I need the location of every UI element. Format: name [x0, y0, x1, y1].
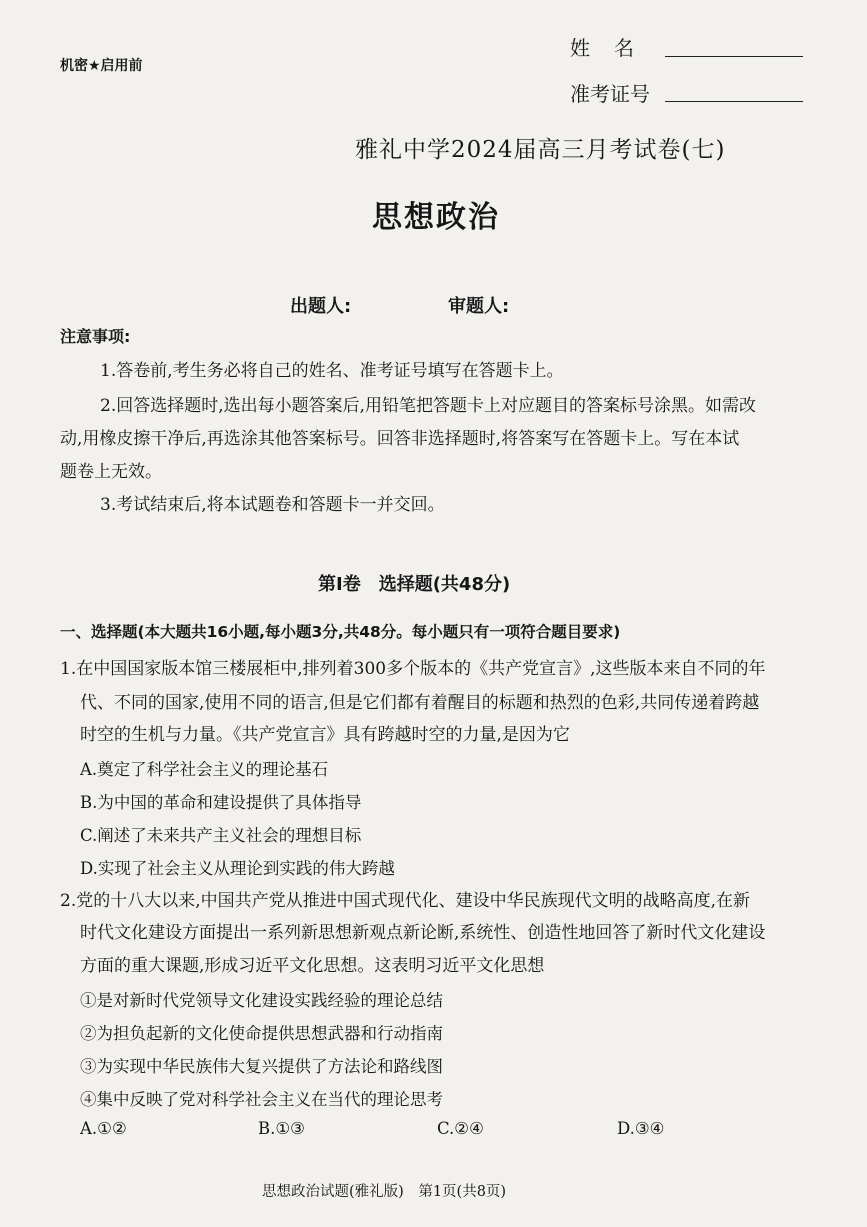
q2-option-d: D.③④	[617, 1119, 665, 1138]
name-blank	[665, 56, 803, 57]
q1-stem-line-3: 时空的生机与力量。《共产党宣言》具有跨越时空的力量,是因为它	[80, 725, 570, 745]
note-item-2-line-2: 动,用橡皮擦干净后,再选涂其他答案标号。回答非选择题时,将答案写在答题卡上。写在本试	[60, 429, 740, 449]
ticket-number-label: 准考证号	[570, 82, 650, 106]
q1-option-a: A.奠定了科学社会主义的理论基石	[80, 760, 329, 779]
subject-title: 思想政治	[372, 200, 500, 235]
q2-statement-2: ②为担负起新的文化使命提供思想武器和行动指南	[80, 1024, 443, 1043]
q1-option-b: B.为中国的革命和建设提供了具体指导	[80, 793, 362, 812]
q1-stem-line-2: 代、不同的国家,使用不同的语言,但是它们都有着醒目的标题和热烈的色彩,共同传递着跨越	[80, 693, 760, 713]
q1-stem-line-1: 1.在中国国家版本馆三楼展柜中,排列着300多个版本的《共产党宣言》,这些版本来自不同的年	[60, 659, 766, 679]
q2-option-b: B.①③	[258, 1119, 305, 1138]
q2-option-c: C.②④	[437, 1119, 484, 1138]
notes-heading: 注意事项:	[60, 327, 131, 346]
q2-statement-3: ③为实现中华民族伟大复兴提供了方法论和路线图	[80, 1057, 443, 1076]
ticket-number-blank	[665, 101, 803, 102]
confidential-label: 机密★启用前	[60, 58, 143, 74]
section-instruction: 一、选择题(本大题共16小题,每小题3分,共48分。每小题只有一项符合题目要求)	[60, 623, 621, 641]
q2-stem-line-1: 2.党的十八大以来,中国共产党从推进中国式现代化、建设中华民族现代文明的战略高度,在新	[60, 891, 751, 911]
page-footer: 思想政治试题(雅礼版) 第1页(共8页)	[262, 1184, 507, 1200]
q2-stem-line-2: 时代文化建设方面提出一系列新思想新观点新论断,系统性、创造性地回答了新时代文化建设	[80, 923, 766, 943]
q2-statement-1: ①是对新时代党领导文化建设实践经验的理论总结	[80, 991, 443, 1010]
section-title: 第Ⅰ卷 选择题(共48分)	[318, 574, 511, 595]
reviewer-label: 审题人:	[448, 296, 510, 317]
note-item-3: 3.考试结束后,将本试题卷和答题卡一并交回。	[100, 495, 445, 515]
note-item-2-line-3: 题卷上无效。	[60, 462, 162, 482]
q2-stem-line-3: 方面的重大课题,形成习近平文化思想。这表明习近平文化思想	[80, 956, 545, 976]
exam-title: 雅礼中学2024届高三月考试卷(七)	[355, 137, 726, 163]
note-item-1: 1.答卷前,考生务必将自己的姓名、准考证号填写在答题卡上。	[100, 361, 564, 381]
q1-option-d: D.实现了社会主义从理论到实践的伟大跨越	[80, 859, 395, 878]
setter-label: 出题人:	[290, 296, 352, 317]
q1-option-c: C.阐述了未来共产主义社会的理想目标	[80, 826, 362, 845]
q2-statement-4: ④集中反映了党对科学社会主义在当代的理论思考	[80, 1090, 443, 1109]
note-item-2-line-1: 2.回答选择题时,选出每小题答案后,用铅笔把答题卡上对应题目的答案标号涂黑。如需改	[100, 396, 757, 416]
q2-option-a: A.①②	[80, 1119, 127, 1138]
name-label: 姓 名	[570, 36, 636, 60]
